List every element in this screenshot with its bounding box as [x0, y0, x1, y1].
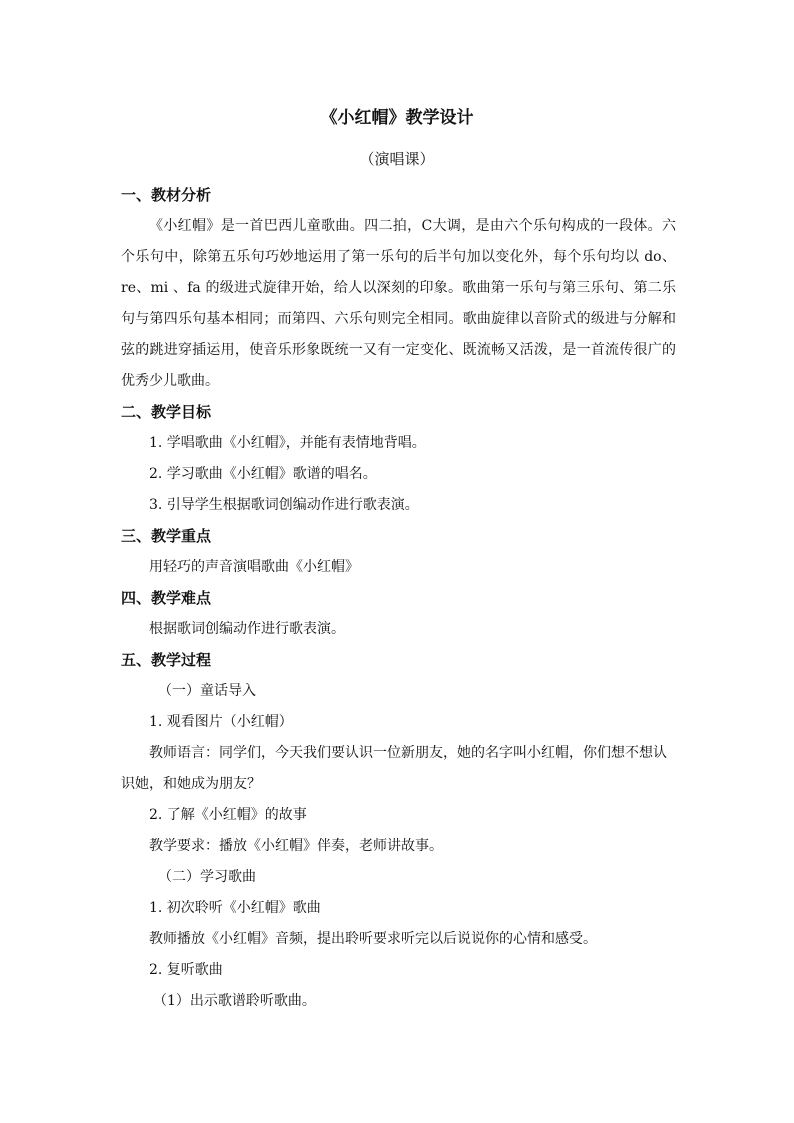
process-part-1-step-2-text: 教学要求：播放《小红帽》伴奏，老师讲故事。	[149, 838, 443, 854]
process-part-2-step-1: 1. 初次聆听《小红帽》歌曲	[149, 900, 321, 916]
analysis-paragraph: 《小红帽》是一首巴西儿童歌曲。四二拍，C大调，是由六个乐句构成的一段体。六个乐句中，除第五乐句巧妙地运用了第一乐句的后半句加以变化外，每个乐句均以 do、re、mi 、fa 的级进式旋律开始，给人以深刻的印象。歌曲第一乐句与第三乐句、第二乐句与第四乐句基本相同；而第四、六乐句则完全相同。歌曲旋律以音阶式的级进与分解和弦的跳进穿插运用，使音乐形象既统一又有一定变化、既流畅又活泼，是一首流传很广的优秀少儿歌曲。	[121, 218, 676, 389]
process-part-2-label: （二）学习歌曲	[158, 869, 256, 885]
process-part-2-step-2: 2. 复听歌曲	[149, 962, 223, 978]
goal-item-2: 2. 学习歌曲《小红帽》歌谱的唱名。	[149, 466, 377, 482]
document-subtitle: （演唱课）	[359, 150, 435, 168]
section-heading-focus: 三、教学重点	[121, 527, 212, 545]
section-heading-process: 五、教学过程	[121, 651, 212, 669]
document-title: 《小红帽》教学设计	[320, 108, 474, 128]
document-body	[121, 180, 676, 1017]
focus-text: 用轻巧的声音演唱歌曲《小红帽》	[149, 559, 359, 575]
process-part-2-step-2-sub: （1）出示歌谱聆听歌曲。	[153, 993, 316, 1009]
process-part-1-step-1: 1. 观看图片（小红帽）	[149, 714, 293, 730]
process-part-1-label: （一）童话导入	[158, 683, 256, 699]
section-heading-goals: 二、教学目标	[121, 403, 212, 421]
difficulty-text: 根据歌词创编动作进行歌表演。	[149, 621, 345, 637]
section-heading-analysis: 一、教材分析	[121, 186, 212, 204]
process-part-1-step-2: 2. 了解《小红帽》的故事	[149, 807, 307, 823]
section-heading-difficulty: 四、教学难点	[121, 589, 212, 607]
process-part-2-step-1-text: 教师播放《小红帽》音频，提出聆听要求听完以后说说你的心情和感受。	[149, 931, 597, 947]
goal-item-1: 1. 学唱歌曲《小红帽》，并能有表情地背唱。	[149, 435, 426, 451]
goal-item-3: 3. 引导学生根据歌词创编动作进行歌表演。	[149, 497, 419, 513]
process-part-1-step-1-text: 教师语言：同学们，今天我们要认识一位新朋友，她的名字叫小红帽，你们想不想认识她，和她成为朋友？	[121, 745, 667, 792]
